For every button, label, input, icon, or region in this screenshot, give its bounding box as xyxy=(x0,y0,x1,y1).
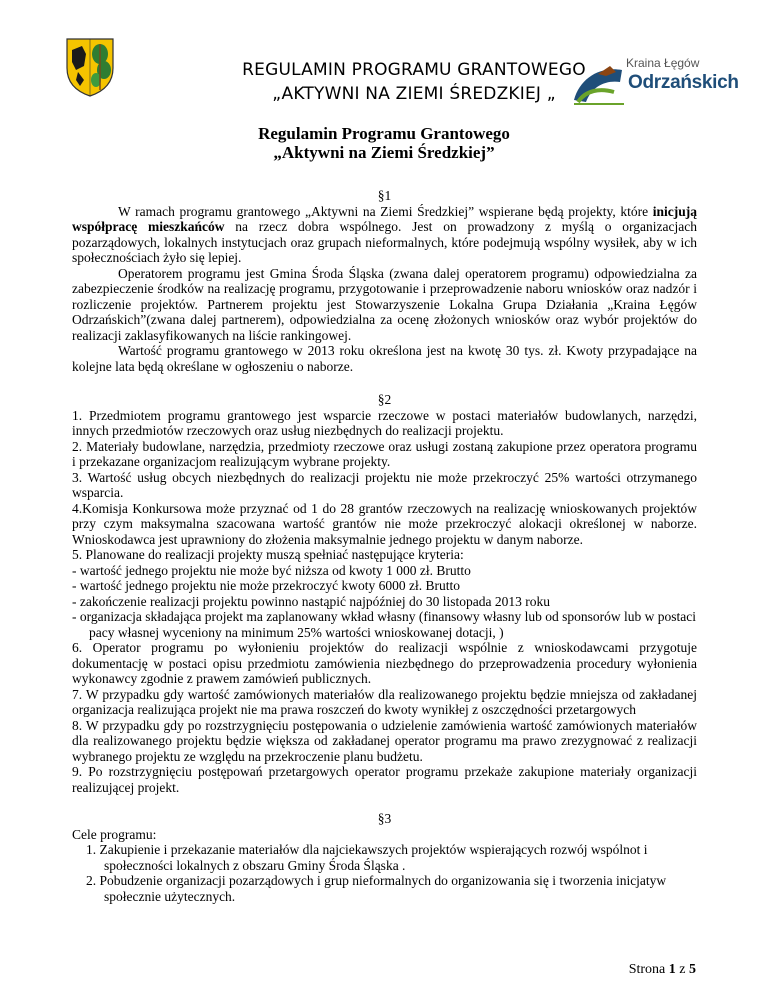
section-1-paragraph-2: Operatorem programu jest Gmina Środa Śląska (zwana dalej operatorem programu) odpowiedzialna za zabezpieczenie środków na realizację programu, przygotowanie i przeprowadzenie naboru wniosków oraz nadzór i rozliczenie projektów. Partnerem projektu jest Stowarzyszenie Lokalna Grupa Działania „Kraina Łęgów Odrzańskich”(zwana dalej partnerem), odpowiedzialna za ocenę złożonych wniosków oraz wybór projektów do realizacji zaklasyfikowanych na liście rankingowej. xyxy=(72,265,697,343)
page-footer xyxy=(629,962,696,978)
section-2-item-3: 3. Wartość usług obcych niezbędnych do realizacji projektu nie może przekroczyć 25% wartości otrzymanego wsparcia. xyxy=(72,469,697,500)
section-2-item-5: 5. Planowane do realizacji projekty muszą spełniać następujące kryteria: xyxy=(72,547,464,562)
footer-page-total: 5 xyxy=(689,962,696,977)
section-1-p1-text-end: na rzecz dobra wspólnego. Jest on prowadzony z myślą o organizacjach pozarządowych, lokalnych instytucjach oraz grupach nieformalnych, które podejmują wspólny wysiłek, aby w ich społecznościach żyło się lepiej. xyxy=(72,219,697,265)
section-1-heading: §1 xyxy=(377,188,392,203)
criteria-item: - wartość jednego projektu nie może przekroczyć kwoty 6000 zł. Brutto xyxy=(72,578,460,593)
section-1-p1-text-start: W ramach programu grantowego „Aktywni na Ziemi Średzkiej” wspierane będą projekty, które xyxy=(118,203,653,219)
section-1-p1-bold: inicjują współpracę mieszkańców xyxy=(72,203,697,234)
lgd-logo xyxy=(570,52,739,116)
criteria-item: - zakończenie realizacji projektu powinno nastąpić najpóźniej do 30 listopada 2013 roku xyxy=(72,593,550,609)
section-2-item-1: 1. Przedmiotem programu grantowego jest wsparcie rzeczowe w postaci materiałów budowlanych, narzędzi, innych przedmiotów rzeczowych oraz usług niezbędnych do realizacji projektu. xyxy=(72,407,697,438)
section-2-item-7: 7. W przypadku gdy wartość zamówionych materiałów dla realizowanego projektu będzie mniejsza od zakładanej organizacja realizująca projekt nie ma prawa roszczeń do kwoty wynikłej z oszczędności przetargowych xyxy=(72,686,697,717)
footer-of: z xyxy=(675,962,689,977)
footer-label: Strona xyxy=(628,962,669,977)
header-title xyxy=(194,58,634,106)
section-1-paragraph-3: Wartość programu grantowego w 2013 roku określona jest na kwotę 30 tys. zł. Kwoty przypadające na kolejne lata będą określane w ogłoszeniu o naborze. xyxy=(72,343,697,374)
coat-of-arms-icon xyxy=(64,36,116,98)
document-body xyxy=(72,188,697,904)
criteria-item: - wartość jednego projektu nie może być niższa od kwoty 1 000 zł. Brutto xyxy=(72,562,471,578)
section-3-heading: §3 xyxy=(377,811,392,826)
goal-item-2: 2. Pobudzenie organizacji pozarządowych i grup nieformalnych do organizowania się i tworzenia inicjatyw społecznie użytecznych. xyxy=(86,873,667,904)
goal-item-1: 1. Zakupienie i przekazanie materiałów dla najciekawszych projektów wspierających rozwój wspólnot i społeczności lokalnych z obszaru Gminy Środa Śląska . xyxy=(86,842,648,873)
lgd-logo-main-text: Odrzańskich xyxy=(628,72,739,93)
footer-page-number: 1 xyxy=(668,962,676,977)
section-1-paragraph-1 xyxy=(72,204,697,266)
section-2-item-2: 2. Materiały budowlane, narzędzia, przedmioty rzeczowe oraz usługi zostaną zakupione przez operatora programu i przekazane organizacjom realizującym wybrane projekty. xyxy=(72,438,697,469)
section-3-intro: Cele programu: xyxy=(72,826,157,842)
criteria-item: - organizacja składająca projekt ma zaplanowany wkład własny (finansowy własny lub od sponsorów lub w postaci pacy własnej wyceniony na minimum 25% wartości wnioskowanej dotacji, ) xyxy=(72,609,696,640)
document-title xyxy=(0,124,768,162)
section-2-item-9: 9. Po rozstrzygnięciu postępowań przetargowych operator programu przekaże zakupione materiały organizacji realizującej projekt. xyxy=(72,764,697,795)
header-title-line2: „AKTYWNI NA ZIEMI ŚREDZKIEJ „ xyxy=(272,84,556,104)
section-2-item-8: 8. W przypadku gdy po rozstrzygnięciu postępowania o udzielenie zamówienia wartość zamówionych materiałów dla realizowanego projektu będzie większa od zakładanej operator programu ma prawo zrezygnować z realizacji wybranego projektu ze względu na przekroczenie planu budżetu. xyxy=(72,717,697,764)
lgd-logo-mark-icon xyxy=(570,60,628,106)
document-title-line2: „Aktywni na Ziemi Średzkiej” xyxy=(273,143,495,162)
page-header xyxy=(64,30,739,106)
section-2-heading: §2 xyxy=(377,392,392,407)
section-2-item-6: 6. Operator programu po wyłonieniu projektów do realizacji wspólnie z wnioskodawcami przygotuje dokumentację w postaci opisu przedmiotu zamówienia niezbędnego do przeprowadzenia procedury wyłonienia wykonawcy zgodnie z prawem zamówień publicznych. xyxy=(72,640,697,686)
document-title-line1: Regulamin Programu Grantowego xyxy=(258,124,510,143)
header-title-line1: REGULAMIN PROGRAMU GRANTOWEGO xyxy=(242,60,586,80)
lgd-logo-top-text: Kraina Łęgów xyxy=(626,56,700,70)
section-2-item-4: 4.Komisja Konkursowa może przyznać od 1 do 28 grantów rzeczowych na realizację wnioskowanych projektów przy czym maksymalna szacowana wartość grantów nie może przekroczyć alokacji określonej w naborze. Wnioskodawca jest uprawniony do złożenia maksymalnie jednego projektu w danym naborze. xyxy=(72,500,697,547)
